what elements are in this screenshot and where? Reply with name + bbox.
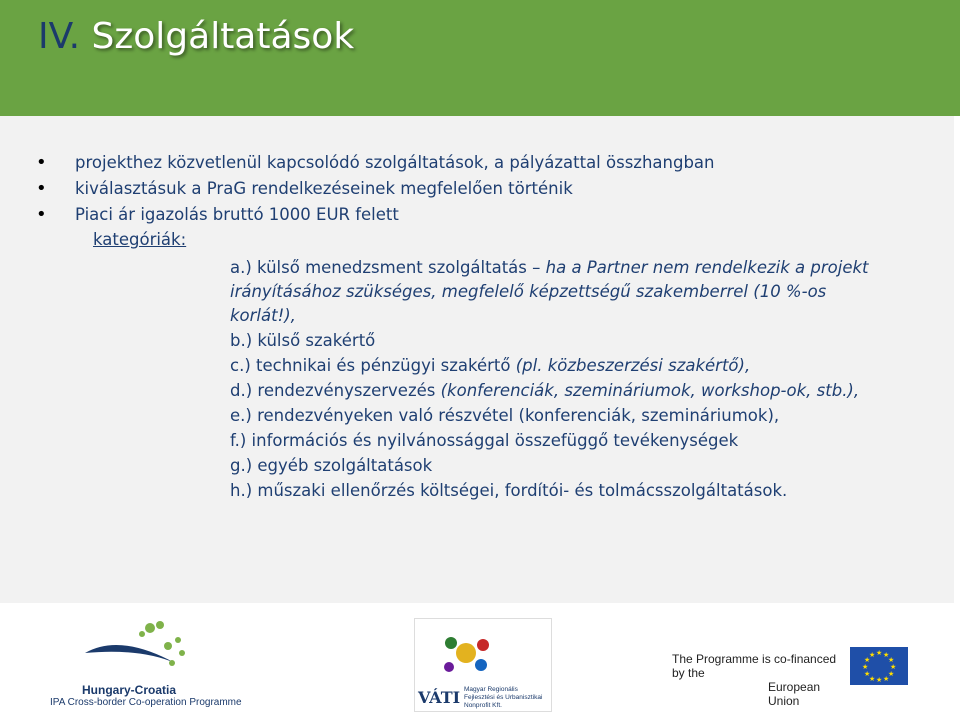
title-bar: [0, 0, 960, 116]
category-list: [230, 256, 880, 504]
category-item: b.) külső szakértő: [230, 331, 376, 350]
section-title: Szolgáltatások: [91, 16, 355, 57]
svg-text:★: ★: [864, 671, 871, 678]
categories-heading: kategóriák:: [93, 230, 187, 249]
svg-text:★: ★: [876, 650, 883, 657]
hc-logo-title: Hungary-Croatia: [82, 683, 177, 697]
vati-logo-subtitle: Magyar Regionális Fejlesztési és Urbanisztikai Nonprofit Kft.: [464, 686, 543, 709]
bullet-list: [36, 150, 715, 228]
svg-text:★: ★: [890, 664, 897, 671]
category-item: g.) egyéb szolgáltatások: [230, 456, 433, 475]
category-item: f.) információs és nyilvánossággal összefüggő tevékenységek: [230, 431, 739, 450]
category-item: e.) rendezvényeken való részvétel (konferenciák, szemináriumok),: [230, 406, 780, 425]
bullet-item: • projekthez közvetlenül kapcsolódó szolgáltatások, a pályázattal összhangban: [36, 150, 715, 176]
vati-emblem-icon: [421, 623, 541, 683]
hungary-croatia-logo-icon: [80, 618, 200, 688]
hc-logo-subtitle: IPA Cross-border Co-operation Programme: [50, 697, 242, 708]
svg-text:★: ★: [869, 676, 876, 683]
bullet-item: • kiválasztásuk a PraG rendelkezéseinek megfelelően történik: [36, 176, 715, 202]
svg-text:★: ★: [888, 657, 895, 664]
eu-cofinance-text: The Programme is co-financed by the European Union: [672, 652, 837, 708]
bullet-item: • Piaci ár igazolás bruttó 1000 EUR felett: [36, 202, 715, 228]
svg-text:★: ★: [869, 652, 876, 659]
svg-text:★: ★: [864, 657, 871, 664]
section-number: IV.: [38, 16, 81, 57]
category-item: c.) technikai és pénzügyi szakértő (pl. közbeszerzési szakértő),: [230, 356, 751, 375]
vati-logo-word: VÁTI: [418, 688, 461, 707]
slide-title: [38, 16, 354, 57]
category-item: d.) rendezvényszervezés (konferenciák, szemináriumok, workshop-ok, stb.),: [230, 381, 860, 400]
category-item: a.) külső menedzsment szolgáltatás – ha a Partner nem rendelkezik a projekt irányításához szükséges, megfelelő képzettségű szakemberrel (10 %-os korlát!),: [230, 258, 869, 325]
svg-text:★: ★: [876, 677, 883, 684]
category-item: h.) műszaki ellenőrzés költségei, fordítói- és tolmácsszolgáltatások.: [230, 481, 788, 500]
eu-flag-icon: [850, 647, 908, 685]
svg-text:★: ★: [888, 671, 895, 678]
svg-text:★: ★: [883, 676, 890, 683]
svg-text:★: ★: [862, 664, 869, 671]
svg-text:★: ★: [883, 652, 890, 659]
